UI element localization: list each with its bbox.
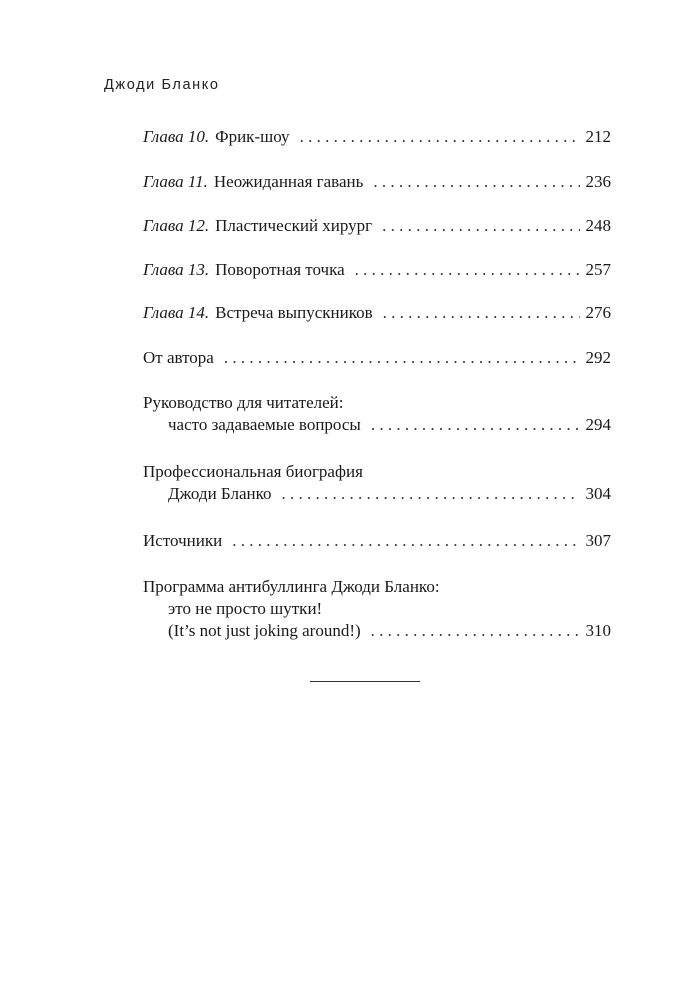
page-number: 304 (585, 484, 611, 503)
toc-entry (143, 461, 611, 505)
chapter-title: Пластический хирург (215, 216, 373, 235)
dot-leader (382, 215, 579, 237)
page-number: 236 (585, 172, 611, 191)
section-title-continued: (It’s not just joking around!) (168, 621, 361, 640)
chapter-number: Глава 12. (143, 216, 210, 235)
page-number: 248 (585, 216, 611, 235)
toc-entry (143, 576, 611, 642)
toc-entry (143, 215, 611, 237)
section-title: Источники (143, 531, 223, 550)
section-divider (310, 681, 420, 682)
section-title-continued: Джоди Бланко (168, 484, 272, 503)
section-title: Профессиональная биография (143, 462, 363, 481)
page-number: 294 (585, 415, 611, 434)
section-title: От автора (143, 348, 214, 367)
dot-leader (282, 483, 580, 505)
chapter-number: Глава 13. (143, 260, 210, 279)
section-title: Программа антибуллинга Джоди Бланко: (143, 577, 440, 596)
toc-entry (143, 392, 611, 436)
chapter-title: Фрик-шоу (215, 127, 290, 146)
page-number: 212 (585, 127, 611, 146)
toc-entry (143, 347, 611, 369)
dot-leader (383, 302, 580, 324)
page-number: 310 (585, 621, 611, 640)
page-number: 276 (585, 303, 611, 322)
chapter-title: Встреча выпускников (215, 303, 373, 322)
toc-entry (143, 530, 611, 552)
dot-leader (232, 530, 579, 552)
dot-leader (300, 126, 580, 148)
dot-leader (373, 171, 579, 193)
toc-entry (143, 126, 611, 148)
chapter-number: Глава 14. (143, 303, 210, 322)
chapter-title: Поворотная точка (215, 260, 345, 279)
page-number: 292 (585, 348, 611, 367)
page-number: 257 (585, 260, 611, 279)
toc-entry (143, 259, 611, 281)
section-title-continued: часто задаваемые вопросы (168, 415, 361, 434)
dot-leader (371, 414, 580, 436)
page-number: 307 (585, 531, 611, 550)
chapter-title: Неожиданная гавань (213, 172, 364, 191)
section-title: Руководство для читателей: (143, 393, 344, 412)
dot-leader (371, 620, 580, 642)
section-title-continued: это не просто шутки! (168, 599, 323, 618)
dot-leader (355, 259, 580, 281)
chapter-number: Глава 11. (143, 172, 208, 191)
chapter-number: Глава 10. (143, 127, 210, 146)
toc-entry (143, 171, 611, 193)
toc-entry (143, 302, 611, 324)
running-head: Джоди Бланко (104, 77, 220, 93)
dot-leader (224, 347, 580, 369)
